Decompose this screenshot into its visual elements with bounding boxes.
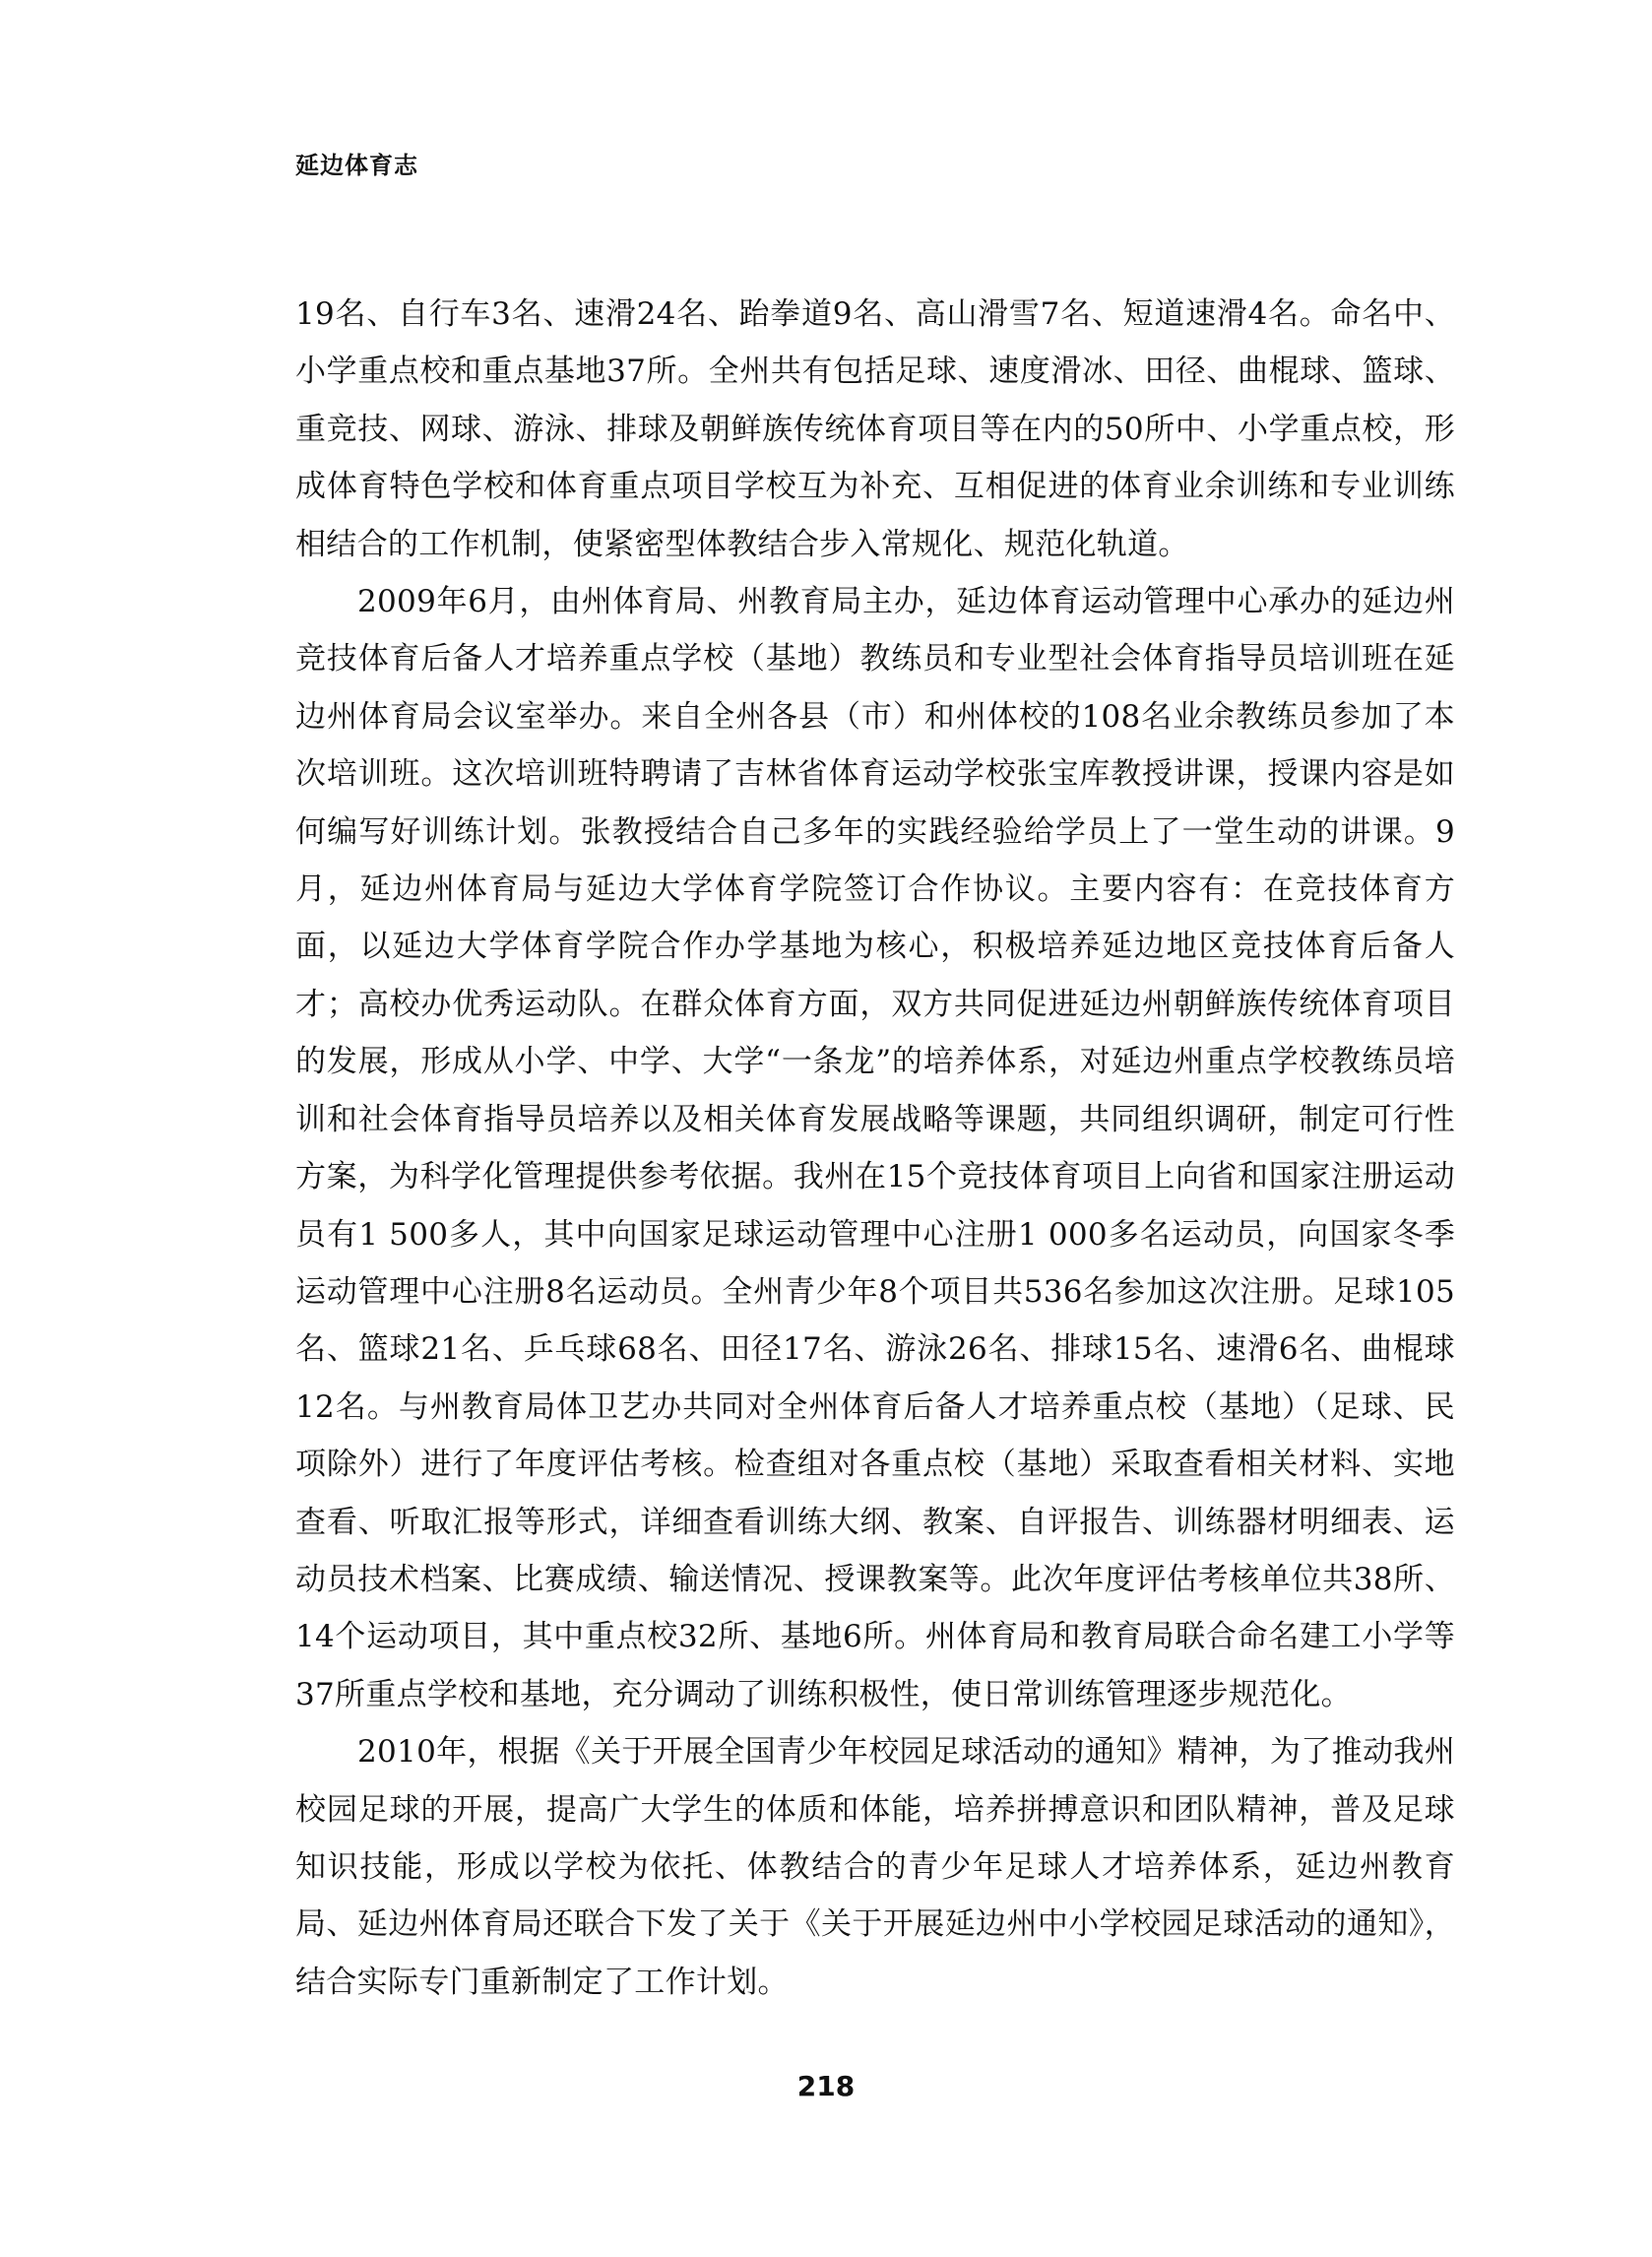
paragraph-2010: 2010年，根据《关于开展全国青少年校园足球活动的通知》精神，为了推动我州校园足球的开展，提高广大学生的体质和体能，培养拼搏意识和团队精神，普及足球知识技能，形成以学校为依托、体教结合的青少年足球人才培养体系，延边州教育局、延边州体育局还联合下发了关于《关于开展延边州中小学校园足球活动的通知》，结合实际专门重新制定了工作计划。 bbox=[295, 1734, 1455, 2000]
body-text bbox=[295, 286, 1455, 2011]
paragraph-2009: 2009年6月，由州体育局、州教育局主办，延边体育运动管理中心承办的延边州竞技体育后备人才培养重点学校（基地）教练员和专业型社会体育指导员培训班在延边州体育局会议室举办。来自全州各县（市）和州体校的108名业余教练员参加了本次培训班。这次培训班特聘请了吉林省体育运动学校张宝库教授讲课，授课内容是如何编写好训练计划。张教授结合自己多年的实践经验给学员上了一堂生动的讲课。9月，延边州体育局与延边大学体育学院签订合作协议。主要内容有：在竞技体育方面，以延边大学体育学院合作办学基地为核心，积极培养延边地区竞技体育后备人才；高校办优秀运动队。在群众体育方面，双方共同促进延边州朝鲜族传统体育项目的发展，形成从小学、中学、大学“一条龙”的培养体系，对延边州重点学校教练员培训和社会体育指导员培养以及相关体育发展战略等课题，共同组织调研，制定可行性方案，为科学化管理提供参考依据。我州在15个竞技体育项目上向省和国家注册运动员有1 500多人，其中向国家足球运动管理中心注册1 000多名运动员，向国家冬季运动管理中心注册8名运动员。全州青少年8个项目共536名参加这次注册。足球105名、篮球21名、乒乓球68名、田径17名、游泳26名、排球15名、速滑6名、曲棍球12名。与州教育局体卫艺办共同对全州体育后备人才培养重点校（基地）（足球、民项除外）进行了年度评估考核。检查组对各重点校（基地）采取查看相关材料、实地查看、听取汇报等形式，详细查看训练大纲、教案、自评报告、训练器材明细表、运动员技术档案、比赛成绩、输送情况、授课教案等。此次年度评估考核单位共38所、14个运动项目，其中重点校32所、基地6所。州体育局和教育局联合命名建工小学等37所重点学校和基地，充分调动了训练积极性，使日常训练管理逐步规范化。 bbox=[295, 584, 1455, 1712]
paragraph-continued: 19名、自行车3名、速滑24名、跆拳道9名、高山滑雪7名、短道速滑4名。命名中、小学重点校和重点基地37所。全州共有包括足球、速度滑冰、田径、曲棍球、篮球、重竞技、网球、游泳、排球及朝鲜族传统体育项目等在内的50所中、小学重点校，形成体育特色学校和体育重点项目学校互为补充、互相促进的体育业余训练和专业训练相结合的工作机制，使紧密型体教结合步入常规化、规范化轨道。 bbox=[295, 296, 1455, 562]
running-head-title: 延边体育志 bbox=[295, 152, 418, 179]
page-number: 218 bbox=[796, 2070, 856, 2102]
